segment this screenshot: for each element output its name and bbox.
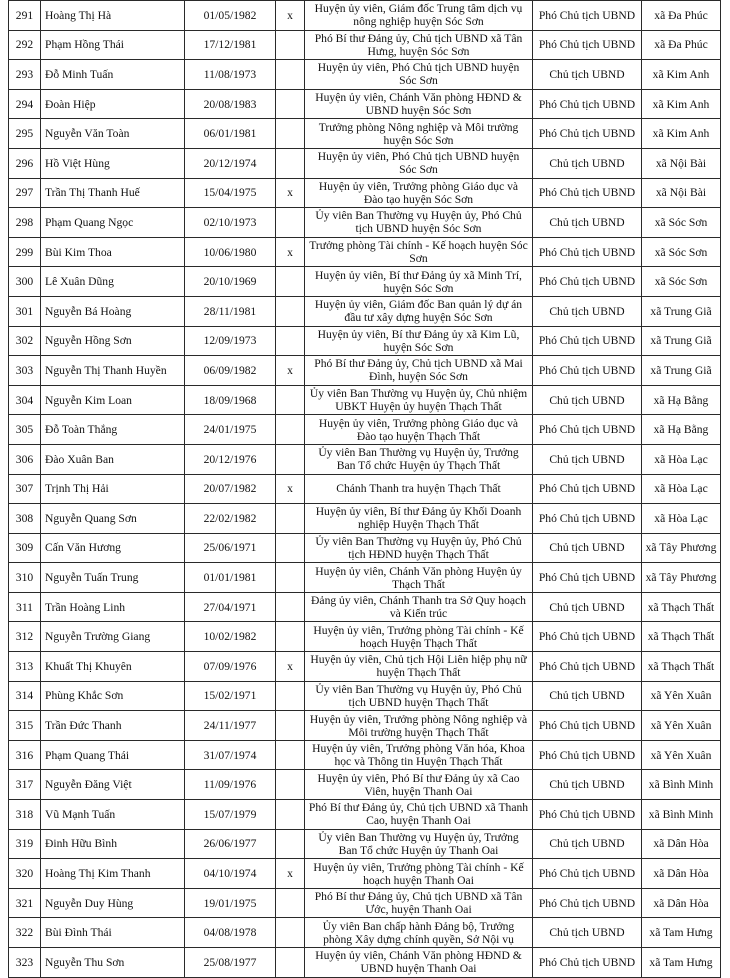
row-number-cell: 292 (9, 30, 41, 60)
full-name-cell: Đoàn Hiệp (41, 89, 185, 119)
table-row (9, 326, 721, 356)
table-row (9, 148, 721, 178)
row-number-cell: 305 (9, 415, 41, 445)
row-number-cell: 307 (9, 474, 41, 504)
new-position-cell: Phó Chủ tịch UBND (533, 740, 642, 770)
current-position-cell: Huyện ủy viên, Trưởng phòng Giáo dục và Đào tạo huyện Sóc Sơn (305, 178, 533, 208)
female-mark-cell (276, 296, 305, 326)
female-mark-cell (276, 681, 305, 711)
new-position-cell: Phó Chủ tịch UBND (533, 415, 642, 445)
commune-unit-cell: xã Nội Bài (642, 178, 721, 208)
current-position-cell: Huyện ủy viên, Giám đốc Ban quản lý dự án đầu tư xây dựng huyện Sóc Sơn (305, 296, 533, 326)
birth-date-cell: 25/06/1971 (185, 533, 276, 563)
current-position-cell: Huyện ủy viên, Bí thư Đảng ủy Khối Doanh nghiệp Huyện Thạch Thất (305, 504, 533, 534)
current-position-cell: Huyện ủy viên, Bí thư Đảng ủy xã Minh Trí, huyện Sóc Sơn (305, 267, 533, 297)
female-mark-cell (276, 504, 305, 534)
female-mark-cell (276, 60, 305, 90)
current-position-cell: Phó Bí thư Đảng ủy, Chủ tịch UBND xã Mai Đình, huyện Sóc Sơn (305, 356, 533, 386)
full-name-cell: Nguyễn Thu Sơn (41, 948, 185, 978)
row-number-cell: 320 (9, 859, 41, 889)
birth-date-cell: 20/12/1974 (185, 148, 276, 178)
full-name-cell: Trần Đức Thanh (41, 711, 185, 741)
current-position-cell: Huyện ủy viên, Trưởng phòng Giáo dục và Đào tạo huyện Thạch Thất (305, 415, 533, 445)
female-mark-cell (276, 89, 305, 119)
row-number-cell: 303 (9, 356, 41, 386)
row-number-cell: 294 (9, 89, 41, 119)
row-number-cell: 313 (9, 652, 41, 682)
personnel-table (8, 0, 721, 978)
birth-date-cell: 06/01/1981 (185, 119, 276, 149)
table-row (9, 1, 721, 31)
table-row (9, 711, 721, 741)
female-mark-cell: x (276, 1, 305, 31)
row-number-cell: 297 (9, 178, 41, 208)
table-row (9, 208, 721, 238)
birth-date-cell: 17/12/1981 (185, 30, 276, 60)
birth-date-cell: 25/08/1977 (185, 948, 276, 978)
row-number-cell: 322 (9, 918, 41, 948)
birth-date-cell: 27/04/1971 (185, 592, 276, 622)
new-position-cell: Phó Chủ tịch UBND (533, 948, 642, 978)
birth-date-cell: 04/10/1974 (185, 859, 276, 889)
full-name-cell: Nguyễn Duy Hùng (41, 888, 185, 918)
new-position-cell: Phó Chủ tịch UBND (533, 652, 642, 682)
female-mark-cell: x (276, 859, 305, 889)
new-position-cell: Phó Chủ tịch UBND (533, 237, 642, 267)
birth-date-cell: 11/09/1976 (185, 770, 276, 800)
current-position-cell: Ủy viên Ban chấp hành Đảng bộ, Trưởng phòng Xây dựng chính quyền, Sở Nội vụ (305, 918, 533, 948)
female-mark-cell (276, 208, 305, 238)
birth-date-cell: 31/07/1974 (185, 740, 276, 770)
new-position-cell: Chủ tịch UBND (533, 770, 642, 800)
commune-unit-cell: xã Đa Phúc (642, 1, 721, 31)
commune-unit-cell: xã Thạch Thất (642, 622, 721, 652)
new-position-cell: Phó Chủ tịch UBND (533, 89, 642, 119)
current-position-cell: Ủy viên Ban Thường vụ Huyện ủy, Phó Chủ tịch UBND huyện Sóc Sơn (305, 208, 533, 238)
birth-date-cell: 15/07/1979 (185, 800, 276, 830)
current-position-cell: Huyện ủy viên, Chủ tịch Hội Liên hiệp phụ nữ huyện Thạch Thất (305, 652, 533, 682)
full-name-cell: Đỗ Minh Tuấn (41, 60, 185, 90)
commune-unit-cell: xã Hòa Lạc (642, 504, 721, 534)
current-position-cell: Huyện ủy viên, Giám đốc Trung tâm dịch vụ nông nghiệp huyện Sóc Sơn (305, 1, 533, 31)
current-position-cell: Huyện ủy viên, Trưởng phòng Tài chính - Kế hoạch huyện Thanh Oai (305, 859, 533, 889)
row-number-cell: 310 (9, 563, 41, 593)
current-position-cell: Đảng ủy viên, Chánh Thanh tra Sở Quy hoạch và Kiến trúc (305, 592, 533, 622)
table-row (9, 89, 721, 119)
new-position-cell: Phó Chủ tịch UBND (533, 326, 642, 356)
female-mark-cell (276, 30, 305, 60)
full-name-cell: Hoàng Thị Kim Thanh (41, 859, 185, 889)
birth-date-cell: 12/09/1973 (185, 326, 276, 356)
new-position-cell: Chủ tịch UBND (533, 592, 642, 622)
commune-unit-cell: xã Nội Bài (642, 148, 721, 178)
commune-unit-cell: xã Kim Anh (642, 119, 721, 149)
female-mark-cell (276, 592, 305, 622)
full-name-cell: Bùi Đình Thái (41, 918, 185, 948)
table-row (9, 385, 721, 415)
full-name-cell: Trịnh Thị Hải (41, 474, 185, 504)
row-number-cell: 301 (9, 296, 41, 326)
new-position-cell: Chủ tịch UBND (533, 918, 642, 948)
commune-unit-cell: xã Thạch Thất (642, 652, 721, 682)
new-position-cell: Phó Chủ tịch UBND (533, 800, 642, 830)
new-position-cell: Phó Chủ tịch UBND (533, 1, 642, 31)
birth-date-cell: 22/02/1982 (185, 504, 276, 534)
table-row (9, 60, 721, 90)
commune-unit-cell: xã Tam Hưng (642, 918, 721, 948)
full-name-cell: Khuất Thị Khuyên (41, 652, 185, 682)
table-row (9, 178, 721, 208)
table-row (9, 592, 721, 622)
full-name-cell: Trần Hoàng Linh (41, 592, 185, 622)
new-position-cell: Phó Chủ tịch UBND (533, 119, 642, 149)
new-position-cell: Phó Chủ tịch UBND (533, 356, 642, 386)
row-number-cell: 308 (9, 504, 41, 534)
birth-date-cell: 20/08/1983 (185, 89, 276, 119)
commune-unit-cell: xã Dân Hòa (642, 888, 721, 918)
female-mark-cell (276, 622, 305, 652)
birth-date-cell: 04/08/1978 (185, 918, 276, 948)
female-mark-cell: x (276, 237, 305, 267)
female-mark-cell (276, 918, 305, 948)
current-position-cell: Ủy viên Ban Thường vụ Huyện ủy, Trưởng Ban Tổ chức Huyện ủy Thạch Thất (305, 444, 533, 474)
new-position-cell: Chủ tịch UBND (533, 60, 642, 90)
current-position-cell: Trưởng phòng Nông nghiệp và Môi trường huyện Sóc Sơn (305, 119, 533, 149)
commune-unit-cell: xã Hạ Bằng (642, 385, 721, 415)
row-number-cell: 300 (9, 267, 41, 297)
commune-unit-cell: xã Bình Minh (642, 800, 721, 830)
female-mark-cell (276, 444, 305, 474)
full-name-cell: Hồ Việt Hùng (41, 148, 185, 178)
table-row (9, 267, 721, 297)
table-row (9, 770, 721, 800)
row-number-cell: 296 (9, 148, 41, 178)
table-row (9, 800, 721, 830)
row-number-cell: 293 (9, 60, 41, 90)
table-row (9, 681, 721, 711)
current-position-cell: Phó Bí thư Đảng ủy, Chủ tịch UBND xã Thanh Cao, huyện Thanh Oai (305, 800, 533, 830)
commune-unit-cell: xã Yên Xuân (642, 740, 721, 770)
birth-date-cell: 28/11/1981 (185, 296, 276, 326)
new-position-cell: Phó Chủ tịch UBND (533, 859, 642, 889)
new-position-cell: Chủ tịch UBND (533, 681, 642, 711)
commune-unit-cell: xã Trung Giã (642, 326, 721, 356)
full-name-cell: Đinh Hữu Bình (41, 829, 185, 859)
female-mark-cell (276, 948, 305, 978)
table-row (9, 444, 721, 474)
commune-unit-cell: xã Sóc Sơn (642, 267, 721, 297)
birth-date-cell: 10/06/1980 (185, 237, 276, 267)
row-number-cell: 318 (9, 800, 41, 830)
female-mark-cell (276, 326, 305, 356)
full-name-cell: Nguyễn Quang Sơn (41, 504, 185, 534)
full-name-cell: Nguyễn Tuấn Trung (41, 563, 185, 593)
female-mark-cell (276, 267, 305, 297)
female-mark-cell (276, 563, 305, 593)
birth-date-cell: 19/01/1975 (185, 888, 276, 918)
row-number-cell: 304 (9, 385, 41, 415)
female-mark-cell (276, 711, 305, 741)
current-position-cell: Phó Bí thư Đảng ủy, Chủ tịch UBND xã Tân Ước, huyện Thanh Oai (305, 888, 533, 918)
table-row (9, 237, 721, 267)
birth-date-cell: 01/01/1981 (185, 563, 276, 593)
table-row (9, 474, 721, 504)
new-position-cell: Chủ tịch UBND (533, 533, 642, 563)
current-position-cell: Huyện ủy viên, Chánh Văn phòng HĐND & UBND huyện Sóc Sơn (305, 89, 533, 119)
table-row (9, 296, 721, 326)
current-position-cell: Huyện ủy viên, Phó Bí thư Đảng ủy xã Cao Viên, huyện Thanh Oai (305, 770, 533, 800)
table-row (9, 504, 721, 534)
commune-unit-cell: xã Thạch Thất (642, 592, 721, 622)
female-mark-cell (276, 415, 305, 445)
new-position-cell: Phó Chủ tịch UBND (533, 178, 642, 208)
current-position-cell: Huyện ủy viên, Bí thư Đảng ủy xã Kim Lũ, huyện Sóc Sơn (305, 326, 533, 356)
birth-date-cell: 01/05/1982 (185, 1, 276, 31)
current-position-cell: Huyện ủy viên, Phó Chủ tịch UBND huyện Sóc Sơn (305, 148, 533, 178)
current-position-cell: Ủy viên Ban Thường vụ Huyện ủy, Trưởng Ban Tổ chức Huyện ủy Thanh Oai (305, 829, 533, 859)
full-name-cell: Nguyễn Thị Thanh Huyền (41, 356, 185, 386)
current-position-cell: Chánh Thanh tra huyện Thạch Thất (305, 474, 533, 504)
female-mark-cell: x (276, 178, 305, 208)
birth-date-cell: 07/09/1976 (185, 652, 276, 682)
row-number-cell: 298 (9, 208, 41, 238)
current-position-cell: Huyện ủy viên, Chánh Văn phòng Huyện ủy Thạch Thất (305, 563, 533, 593)
row-number-cell: 306 (9, 444, 41, 474)
table-row (9, 563, 721, 593)
new-position-cell: Chủ tịch UBND (533, 385, 642, 415)
row-number-cell: 321 (9, 888, 41, 918)
full-name-cell: Trần Thị Thanh Huế (41, 178, 185, 208)
table-row (9, 859, 721, 889)
birth-date-cell: 10/02/1982 (185, 622, 276, 652)
table-body (9, 1, 721, 978)
row-number-cell: 316 (9, 740, 41, 770)
full-name-cell: Phạm Quang Thái (41, 740, 185, 770)
female-mark-cell (276, 770, 305, 800)
birth-date-cell: 15/02/1971 (185, 681, 276, 711)
commune-unit-cell: xã Dân Hòa (642, 829, 721, 859)
new-position-cell: Chủ tịch UBND (533, 296, 642, 326)
commune-unit-cell: xã Tam Hưng (642, 948, 721, 978)
birth-date-cell: 11/08/1973 (185, 60, 276, 90)
full-name-cell: Nguyễn Bá Hoàng (41, 296, 185, 326)
full-name-cell: Bùi Kim Thoa (41, 237, 185, 267)
current-position-cell: Huyện ủy viên, Trưởng phòng Tài chính - Kế hoạch Huyện Thạch Thất (305, 622, 533, 652)
row-number-cell: 315 (9, 711, 41, 741)
commune-unit-cell: xã Trung Giã (642, 296, 721, 326)
birth-date-cell: 20/12/1976 (185, 444, 276, 474)
birth-date-cell: 02/10/1973 (185, 208, 276, 238)
new-position-cell: Phó Chủ tịch UBND (533, 30, 642, 60)
new-position-cell: Phó Chủ tịch UBND (533, 888, 642, 918)
full-name-cell: Nguyễn Hồng Sơn (41, 326, 185, 356)
female-mark-cell: x (276, 356, 305, 386)
new-position-cell: Phó Chủ tịch UBND (533, 504, 642, 534)
full-name-cell: Nguyễn Trường Giang (41, 622, 185, 652)
full-name-cell: Phùng Khắc Sơn (41, 681, 185, 711)
female-mark-cell (276, 119, 305, 149)
commune-unit-cell: xã Đa Phúc (642, 30, 721, 60)
commune-unit-cell: xã Hạ Bằng (642, 415, 721, 445)
current-position-cell: Huyện ủy viên, Trưởng phòng Nông nghiệp và Môi trường huyện Thạch Thất (305, 711, 533, 741)
birth-date-cell: 15/04/1975 (185, 178, 276, 208)
row-number-cell: 317 (9, 770, 41, 800)
row-number-cell: 311 (9, 592, 41, 622)
new-position-cell: Phó Chủ tịch UBND (533, 474, 642, 504)
full-name-cell: Nguyễn Văn Toàn (41, 119, 185, 149)
table-row (9, 948, 721, 978)
table-row (9, 918, 721, 948)
new-position-cell: Chủ tịch UBND (533, 444, 642, 474)
row-number-cell: 309 (9, 533, 41, 563)
female-mark-cell (276, 385, 305, 415)
new-position-cell: Phó Chủ tịch UBND (533, 711, 642, 741)
commune-unit-cell: xã Yên Xuân (642, 681, 721, 711)
female-mark-cell (276, 800, 305, 830)
full-name-cell: Vũ Mạnh Tuấn (41, 800, 185, 830)
current-position-cell: Ủy viên Ban Thường vụ Huyện ủy, Phó Chủ tịch HĐND huyện Thạch Thất (305, 533, 533, 563)
commune-unit-cell: xã Sóc Sơn (642, 208, 721, 238)
row-number-cell: 295 (9, 119, 41, 149)
table-row (9, 652, 721, 682)
full-name-cell: Đỗ Toàn Thắng (41, 415, 185, 445)
current-position-cell: Trưởng phòng Tài chính - Kế hoạch huyện Sóc Sơn (305, 237, 533, 267)
current-position-cell: Huyện ủy viên, Chánh Văn phòng HĐND & UBND huyện Thanh Oai (305, 948, 533, 978)
table-row (9, 622, 721, 652)
table-row (9, 533, 721, 563)
row-number-cell: 319 (9, 829, 41, 859)
female-mark-cell (276, 829, 305, 859)
current-position-cell: Phó Bí thư Đảng ủy, Chủ tịch UBND xã Tân Hưng, huyện Sóc Sơn (305, 30, 533, 60)
commune-unit-cell: xã Kim Anh (642, 60, 721, 90)
female-mark-cell (276, 740, 305, 770)
female-mark-cell (276, 148, 305, 178)
full-name-cell: Cấn Văn Hương (41, 533, 185, 563)
table-row (9, 829, 721, 859)
commune-unit-cell: xã Dân Hòa (642, 859, 721, 889)
new-position-cell: Phó Chủ tịch UBND (533, 267, 642, 297)
commune-unit-cell: xã Tây Phương (642, 533, 721, 563)
full-name-cell: Phạm Hồng Thái (41, 30, 185, 60)
commune-unit-cell: xã Tây Phương (642, 563, 721, 593)
row-number-cell: 314 (9, 681, 41, 711)
commune-unit-cell: xã Trung Giã (642, 356, 721, 386)
row-number-cell: 302 (9, 326, 41, 356)
female-mark-cell (276, 533, 305, 563)
birth-date-cell: 18/09/1968 (185, 385, 276, 415)
full-name-cell: Đào Xuân Ban (41, 444, 185, 474)
birth-date-cell: 20/10/1969 (185, 267, 276, 297)
female-mark-cell (276, 888, 305, 918)
row-number-cell: 323 (9, 948, 41, 978)
table-row (9, 119, 721, 149)
commune-unit-cell: xã Hòa Lạc (642, 474, 721, 504)
new-position-cell: Chủ tịch UBND (533, 829, 642, 859)
commune-unit-cell: xã Sóc Sơn (642, 237, 721, 267)
new-position-cell: Phó Chủ tịch UBND (533, 563, 642, 593)
table-row (9, 30, 721, 60)
full-name-cell: Phạm Quang Ngọc (41, 208, 185, 238)
commune-unit-cell: xã Kim Anh (642, 89, 721, 119)
table-row (9, 888, 721, 918)
table-row (9, 356, 721, 386)
new-position-cell: Chủ tịch UBND (533, 208, 642, 238)
current-position-cell: Ủy viên Ban Thường vụ Huyện ủy, Chủ nhiệm UBKT Huyện ủy huyện Thạch Thất (305, 385, 533, 415)
birth-date-cell: 24/11/1977 (185, 711, 276, 741)
commune-unit-cell: xã Bình Minh (642, 770, 721, 800)
commune-unit-cell: xã Yên Xuân (642, 711, 721, 741)
birth-date-cell: 26/06/1977 (185, 829, 276, 859)
female-mark-cell: x (276, 652, 305, 682)
commune-unit-cell: xã Hòa Lạc (642, 444, 721, 474)
full-name-cell: Lê Xuân Dũng (41, 267, 185, 297)
current-position-cell: Huyện ủy viên, Trưởng phòng Văn hóa, Khoa học và Thông tin Huyện Thạch Thất (305, 740, 533, 770)
table-row (9, 740, 721, 770)
current-position-cell: Ủy viên Ban Thường vụ Huyện ủy, Phó Chủ tịch UBND huyện Thạch Thất (305, 681, 533, 711)
full-name-cell: Nguyễn Đăng Việt (41, 770, 185, 800)
birth-date-cell: 06/09/1982 (185, 356, 276, 386)
full-name-cell: Nguyễn Kim Loan (41, 385, 185, 415)
current-position-cell: Huyện ủy viên, Phó Chủ tịch UBND huyện Sóc Sơn (305, 60, 533, 90)
new-position-cell: Chủ tịch UBND (533, 148, 642, 178)
birth-date-cell: 24/01/1975 (185, 415, 276, 445)
female-mark-cell: x (276, 474, 305, 504)
row-number-cell: 299 (9, 237, 41, 267)
full-name-cell: Hoàng Thị Hà (41, 1, 185, 31)
table-row (9, 415, 721, 445)
personnel-table-page (8, 0, 720, 978)
row-number-cell: 291 (9, 1, 41, 31)
row-number-cell: 312 (9, 622, 41, 652)
new-position-cell: Phó Chủ tịch UBND (533, 622, 642, 652)
birth-date-cell: 20/07/1982 (185, 474, 276, 504)
